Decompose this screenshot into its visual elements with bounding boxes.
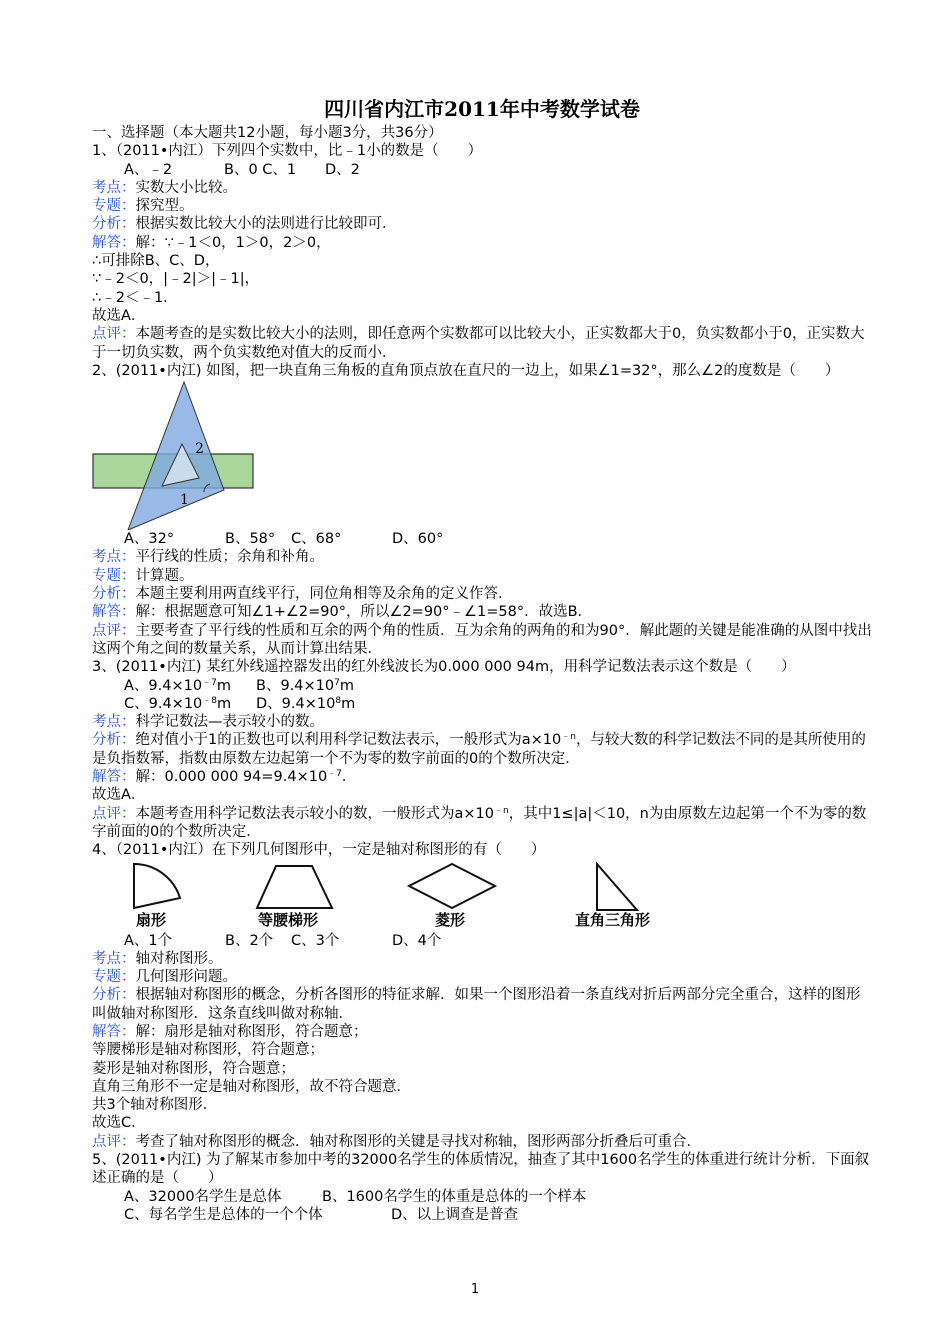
q3-option-a [124,677,256,695]
q2-option-a: A、32° [124,531,175,548]
q1-option-d: D、2 [325,161,360,178]
q2-jieda-text: 解：根据题意可知∠1+∠2=90°，所以∠2=90°﹣∠1=58°．故选B． [135,604,593,621]
q1-kaodian-text: 实数大小比较。 [135,179,237,196]
q1-dianping-text: 本题考查的是实数比较大小的法则，即任意两个实数都可以比较大小，正实数都大于0，负实数都小于0，正实数大于一切负实数，两个负实数绝对值大的反而小． [92,326,865,361]
q5-option-b: B、1600名学生的体重是总体的一个样本 [322,1188,587,1205]
q3-fenxi-post: ，与较大数的科学记数法不同的是其所使用的是负指数幂，指数由原数左边起第一个不为零的数字前面的0的个数所决定． [92,732,866,767]
q3-kaodian-text: 科学记数法—表示较小的数。 [135,714,324,731]
q3-jieda [92,768,872,786]
shape-label-trapezoid: 等腰梯形 [258,910,319,929]
q3-d-base: D、9.4×10 [256,695,336,712]
section-heading: 一、选择题（本大题共12小题，每小题3分，共36分） [92,125,443,141]
label-dianping: 点评： [92,805,136,822]
q4-option-b: B、2个 [225,932,274,949]
q3-line: 故选A． [92,787,146,804]
label-kaodian: 考点： [92,714,136,731]
q3-jieda-pre: 解：0.000 000 94=9.4×10 [135,769,328,786]
rhombus-shape [409,864,495,908]
q2-zhuanti [92,567,872,585]
q1-zhuanti-text: 探究型。 [135,198,194,215]
q2-option-c: C、68° [291,531,342,548]
label-dianping: 点评： [92,622,136,639]
q5-option-a: A、32000名学生是总体 [124,1188,282,1205]
q3-b-exp: 7 [334,677,340,688]
q4-options [92,932,872,950]
q3-a-exp: ﹣7 [202,677,217,688]
q2-dianping [92,622,872,659]
isosceles-trapezoid-shape [257,866,332,908]
q4-line: 共3个轴对称图形． [92,1097,218,1114]
q1-jieda-text: 解：∵﹣1＜0，1＞0，2＞0， [135,234,331,251]
q1-dianping [92,325,872,362]
q4-option-d: D、4个 [392,932,442,949]
q2-kaodian [92,548,872,566]
q3-c-base: C、9.4×10 [124,695,203,712]
q3-d-exp: 8 [335,695,342,706]
q3-options-row1 [92,677,872,695]
q4-stem: 4、（2011•内江）在下列几何图形中，一定是轴对称图形的有（ ） [92,842,546,859]
q1-line: ∵﹣2＜0，|﹣2|＞|﹣1|， [92,271,260,288]
document-page [92,96,872,1224]
q5-stem: 5、(2011•内江) 为了解某市参加中考的32000名学生的体质情况，抽查了其中1600名学生的体重进行统计分析．下面叙述正确的是（ ） [92,1152,870,1187]
q2-fenxi [92,585,872,603]
q5-options-row2 [92,1206,872,1224]
q1-stem: 1、（2011•内江）下列四个实数中，比﹣1小的数是（ ） [92,143,483,160]
q3-fenxi-exp: ﹣n [561,732,576,743]
q2-option-d: D、60° [392,531,444,548]
q3-option-b [256,677,354,695]
q3-jieda-post: ． [341,769,357,786]
label-fenxi: 分析： [92,987,136,1004]
label-kaodian: 考点： [92,179,136,196]
q3-options-row2 [92,695,872,713]
q3-dianping-exp: ﹣n [493,805,509,816]
q5-option-d: D、以上调查是普查 [391,1206,519,1223]
q2-kaodian-text: 平行线的性质；余角和补角。 [135,549,324,566]
q4-kaodian-text: 轴对称图形。 [135,950,223,967]
q4-kaodian [92,950,872,968]
label-kaodian: 考点： [92,950,136,967]
q1-kaodian [92,179,872,197]
q4-line: 直角三角形不一定是轴对称图形，故不符合题意． [92,1078,411,1095]
q2-fenxi-text: 本题主要利用两直线平行，同位角相等及余角的定义作答． [135,586,513,603]
q3-d-unit: m [341,695,356,712]
q2-stem: 2、(2011•内江) 如图，把一块直角三角板的直角顶点放在直尺的一边上，如果∠1=32°，那么∠2的度数是（ ） [92,362,840,379]
label-jieda: 解答： [92,769,136,786]
q2-option-b: B、58° [225,531,276,548]
q1-line: ∴﹣2＜﹣1． [92,289,178,306]
q1-options [92,161,872,179]
q3-fenxi [92,731,872,768]
q2-zhuanti-text: 计算题。 [135,567,194,584]
label-jieda: 解答： [92,234,136,251]
q4-line: 故选C． [92,1115,146,1132]
q2-options [92,530,872,548]
q3-dianping-post: ，其中1≤|a|＜10，n为由原数左边起第一个不为零的数字前面的0的个数所决定． [92,805,867,840]
q4-zhuanti-text: 几何图形问题。 [135,969,237,986]
page-number: 1 [470,1282,480,1297]
q1-jieda [92,234,872,252]
q4-line: 等腰梯形是轴对称图形，符合题意； [92,1042,324,1059]
q1-option-bc: B、0 C、1 [224,161,297,178]
label-zhuanti: 专题： [92,198,136,215]
triangle-ruler-figure [92,380,292,530]
q2-dianping-text: 主要考查了平行线的性质和互余的两个角的性质．互为余角的两角的和为90°．解此题的关键是能准确的从图中找出这两个角之间的数量关系，从而计算出结果． [92,622,872,657]
angle-2-label: 2 [195,441,204,458]
q3-c-exp: ﹣8 [202,695,218,706]
q3-dianping [92,805,872,842]
q3-a-unit: m [216,677,231,694]
shape-label-rhombus: 菱形 [435,910,466,929]
q3-a-base: A、9.4×10 [124,677,203,694]
q3-stem: 3、(2011•内江) 某红外线遥控器发出的红外线波长为0.000 000 94m，用科学记数法表示这个数是（ ） [92,659,796,676]
q3-option-c [124,695,256,713]
q4-line: 菱形是轴对称图形，符合题意； [92,1060,295,1077]
q2-figure [92,380,872,530]
q3-jieda-exp: ﹣7 [327,769,342,780]
sector-shape [134,863,180,907]
q4-option-a: A、1个 [124,932,173,949]
label-kaodian: 考点： [92,549,136,566]
q4-jieda-text: 解：扇形是轴对称图形，符合题意； [135,1023,368,1040]
q3-b-unit: m [339,677,354,694]
q3-kaodian [92,713,872,731]
q3-c-unit: m [217,695,232,712]
q3-option-d [256,695,355,713]
q3-fenxi-pre: 绝对值小于1的正数也可以利用科学记数法表示，一般形式为a×10 [135,732,562,749]
q3-b-base: B、9.4×10 [256,677,335,694]
page-title: 四川省内江市2011年中考数学试卷 [324,97,640,121]
q1-zhuanti [92,197,872,215]
q5-option-c: C、每名学生是总体的一个个体 [124,1206,323,1223]
q1-fenxi [92,215,872,233]
q2-jieda [92,603,872,621]
label-dianping: 点评： [92,1133,136,1150]
shape-label-right-triangle: 直角三角形 [575,910,651,929]
label-jieda: 解答： [92,604,136,621]
q4-zhuanti [92,968,872,986]
q4-dianping-text: 考查了轴对称图形的概念．轴对称图形的关键是寻找对称轴，图形两部分折叠后可重合． [135,1133,701,1150]
q1-fenxi-text: 根据实数比较大小的法则进行比较即可． [135,216,397,233]
label-zhuanti: 专题： [92,567,136,584]
q4-figure [92,860,872,932]
label-jieda: 解答： [92,1023,136,1040]
q1-line: ∴可排除B、C、D， [92,253,220,270]
label-fenxi: 分析： [92,732,136,749]
shape-label-sector: 扇形 [136,910,167,929]
label-zhuanti: 专题： [92,969,136,986]
angle-1-label: 1 [180,492,189,509]
q1-line: 故选A． [92,307,146,324]
q4-option-c: C、3个 [291,932,340,949]
q4-fenxi [92,986,872,1023]
q3-dianping-pre: 本题考查用科学记数法表示较小的数，一般形式为a×10 [135,805,494,822]
q4-jieda [92,1023,872,1041]
shapes-figure [92,862,732,912]
label-fenxi: 分析： [92,586,136,603]
label-dianping: 点评： [92,326,136,343]
q1-option-a: A、﹣2 [124,161,173,178]
label-fenxi: 分析： [92,216,136,233]
q5-options-row1 [92,1188,872,1206]
q4-dianping [92,1133,872,1151]
right-triangle-shape [597,864,637,910]
q4-fenxi-text: 根据轴对称图形的概念，分析各图形的特征求解．如果一个图形沿着一条直线对折后两部分完全重合，这样的图形叫做轴对称图形．这条直线叫做对称轴． [92,987,861,1022]
